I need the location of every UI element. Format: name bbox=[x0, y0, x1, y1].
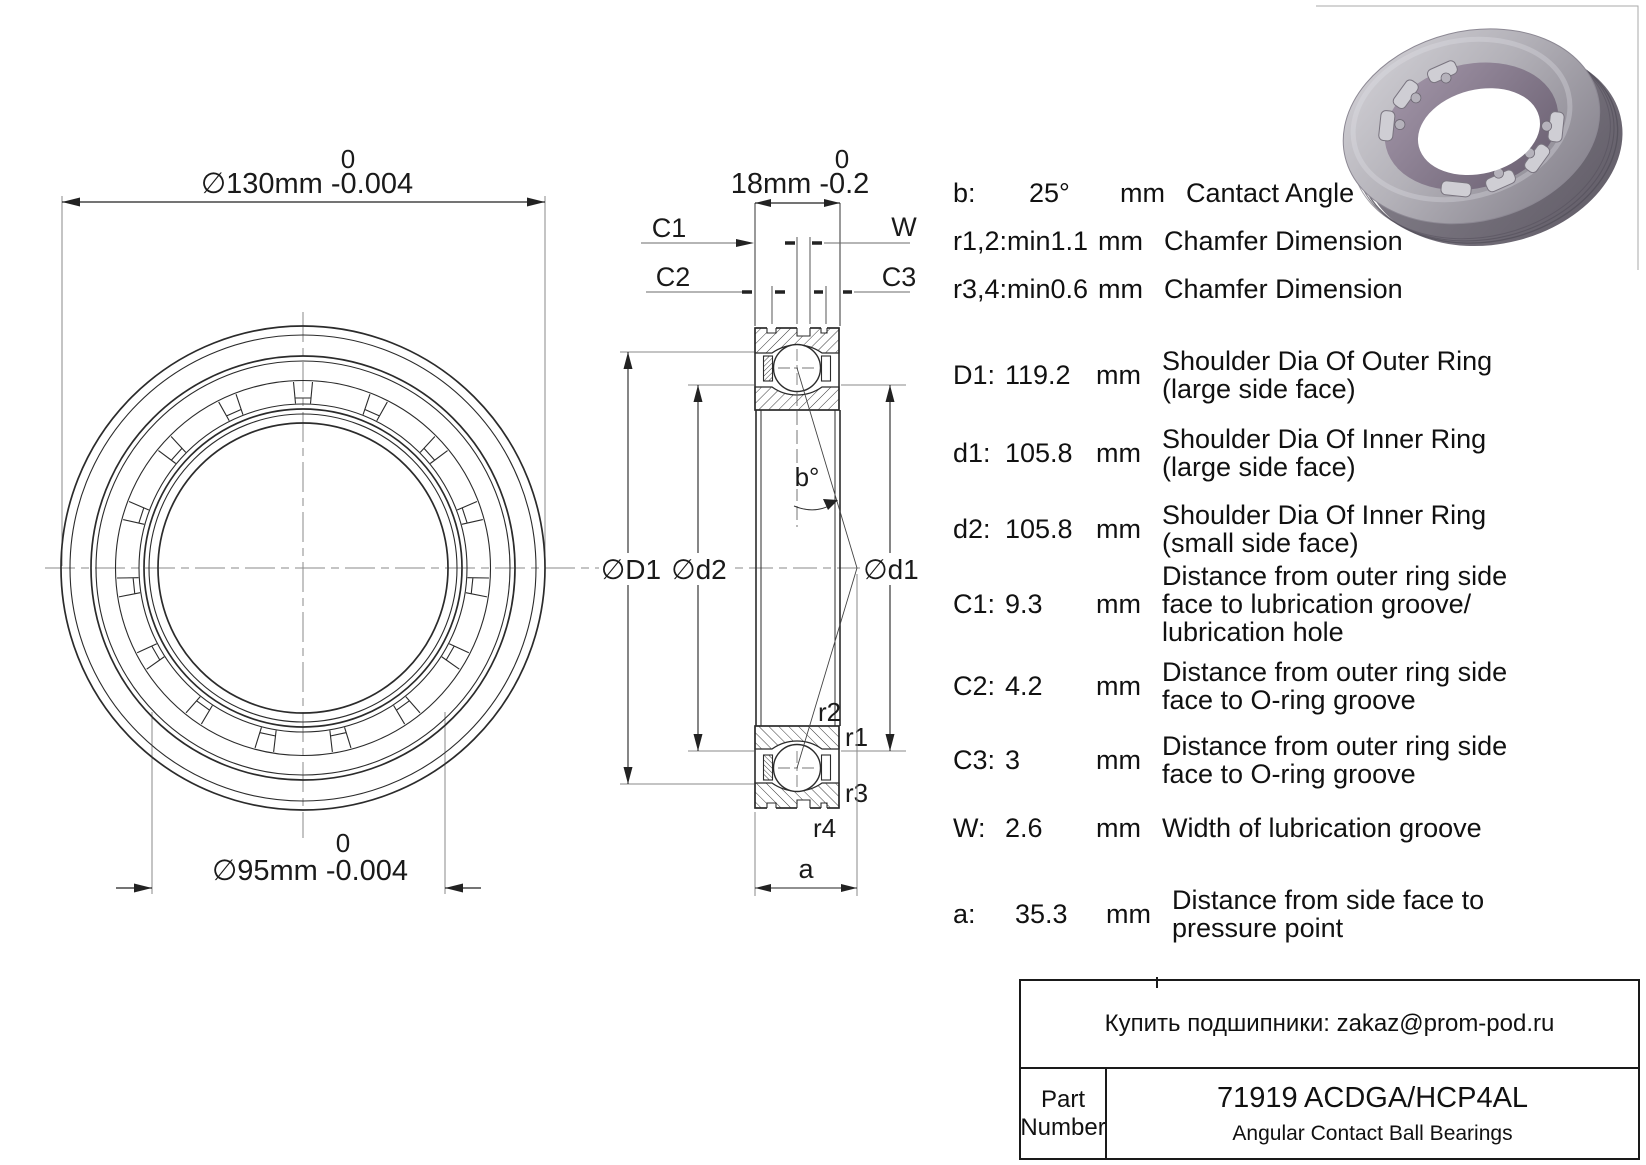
spec-row-contact-angle bbox=[953, 177, 1630, 209]
spec-value: min0.6 bbox=[1007, 274, 1089, 304]
spec-label: W: bbox=[953, 813, 986, 843]
d1-outer-label: ∅D1 bbox=[600, 554, 662, 585]
width-dimension-text: 18mm -0.2 bbox=[730, 168, 870, 200]
bore-dimension-text: ∅95mm -0.004 bbox=[211, 855, 409, 887]
r2-label: r2 bbox=[818, 697, 842, 727]
spec-unit: mm bbox=[1098, 226, 1144, 256]
spec-label: C3: bbox=[953, 745, 996, 775]
part-number-row bbox=[1021, 1069, 1638, 1158]
spec-value: 3 bbox=[1005, 745, 1021, 775]
contact-angle-label: b° bbox=[794, 462, 820, 492]
dimension-bore-diameter bbox=[116, 828, 481, 893]
c2-label: C2 bbox=[655, 262, 691, 292]
r3-label: r3 bbox=[845, 778, 869, 808]
spec-row-d2 bbox=[953, 498, 1630, 560]
spec-unit: mm bbox=[1096, 360, 1141, 390]
spec-unit: mm bbox=[1096, 514, 1141, 544]
spec-desc: Width of lubrication groove bbox=[1162, 813, 1482, 843]
spec-unit: mm bbox=[1096, 813, 1141, 843]
spec-desc: Distance from outer ring side face to lubrication groove/ lubrication hole bbox=[1162, 561, 1508, 647]
spec-value: 35.3 bbox=[1015, 899, 1068, 929]
d2-inner-label: ∅d2 bbox=[671, 554, 727, 585]
section-view bbox=[599, 144, 921, 896]
part-number-label: Part Number bbox=[1021, 1069, 1107, 1158]
part-number-value: 71919 ACDGA/HCP4AL bbox=[1216, 1081, 1529, 1114]
part-type: Angular Contact Ball Bearings bbox=[1232, 1121, 1513, 1145]
spec-value: 105.8 bbox=[1005, 438, 1073, 468]
r4-label: r4 bbox=[813, 813, 837, 843]
spec-row-C2 bbox=[953, 655, 1630, 717]
c1-label: C1 bbox=[651, 213, 687, 243]
spec-value: 2.6 bbox=[1005, 813, 1043, 843]
spec-row-C3 bbox=[953, 729, 1630, 791]
bore-tolerance-upper: 0 bbox=[335, 828, 351, 858]
dimension-outer-diameter bbox=[62, 144, 545, 207]
spec-row-d1 bbox=[953, 422, 1630, 484]
spec-desc: Distance from side face to pressure point bbox=[1172, 885, 1485, 943]
spec-value: 25° bbox=[1029, 178, 1070, 208]
spec-row-D1 bbox=[953, 344, 1630, 406]
spec-value: min1.1 bbox=[1007, 226, 1089, 256]
spec-label: C1: bbox=[953, 589, 996, 619]
spec-desc: Distance from outer ring side face to O-ring groove bbox=[1162, 657, 1508, 715]
spec-desc: Shoulder Dia Of Inner Ring (small side face) bbox=[1162, 500, 1487, 558]
spec-desc: Chamfer Dimension bbox=[1164, 226, 1403, 256]
front-view bbox=[45, 144, 612, 894]
spec-label: D1: bbox=[953, 360, 996, 390]
title-block-table bbox=[1019, 979, 1640, 1160]
contact-text: Купить подшипники: zakaz@prom-pod.ru bbox=[1104, 1010, 1555, 1037]
spec-label: d2: bbox=[953, 514, 991, 544]
contact-cell bbox=[1021, 981, 1638, 1069]
d1-inner-label: ∅d1 bbox=[863, 554, 919, 585]
spec-unit: mm bbox=[1120, 178, 1165, 208]
od-dimension-text: ∅130mm -0.004 bbox=[200, 168, 414, 200]
spec-desc: Shoulder Dia Of Inner Ring (large side face) bbox=[1162, 424, 1487, 482]
spec-label: d1: bbox=[953, 438, 991, 468]
spec-desc: Cantact Angle bbox=[1186, 178, 1355, 208]
spec-row-r12 bbox=[953, 225, 1630, 257]
spec-value: 9.3 bbox=[1005, 589, 1043, 619]
spec-row-C1 bbox=[953, 560, 1630, 648]
spec-value: 119.2 bbox=[1005, 360, 1071, 390]
spec-row-r34 bbox=[953, 273, 1630, 305]
r1-label: r1 bbox=[845, 722, 869, 752]
spec-desc: Chamfer Dimension bbox=[1164, 274, 1403, 304]
spec-desc: Distance from outer ring side face to O-ring groove bbox=[1162, 731, 1508, 789]
spec-label: b: bbox=[953, 178, 976, 208]
spec-row-a bbox=[953, 883, 1630, 945]
spec-value: 105.8 bbox=[1005, 514, 1073, 544]
spec-unit: mm bbox=[1096, 589, 1141, 619]
dimension-width bbox=[731, 144, 870, 326]
spec-unit: mm bbox=[1096, 671, 1141, 701]
part-number-cell bbox=[1107, 1069, 1638, 1158]
spec-row-W bbox=[953, 812, 1630, 844]
spec-label: r3,4: bbox=[953, 274, 1008, 304]
spec-label: C2: bbox=[953, 671, 996, 701]
od-tolerance-upper: 0 bbox=[340, 144, 356, 174]
spec-unit: mm bbox=[1106, 899, 1151, 929]
spec-label: a: bbox=[953, 899, 976, 929]
spec-unit: mm bbox=[1096, 745, 1141, 775]
a-label: a bbox=[798, 854, 814, 884]
width-tolerance-upper: 0 bbox=[834, 144, 850, 174]
table-top-tick bbox=[1156, 977, 1158, 988]
spec-desc: Shoulder Dia Of Outer Ring (large side face) bbox=[1162, 346, 1493, 404]
dimension-c2-c3 bbox=[646, 262, 916, 324]
spec-unit: mm bbox=[1098, 274, 1144, 304]
spec-label: r1,2: bbox=[953, 226, 1008, 256]
spec-value: 4.2 bbox=[1005, 671, 1043, 701]
w-label: W bbox=[891, 212, 917, 242]
spec-unit: mm bbox=[1096, 438, 1141, 468]
c3-label: C3 bbox=[881, 262, 917, 292]
